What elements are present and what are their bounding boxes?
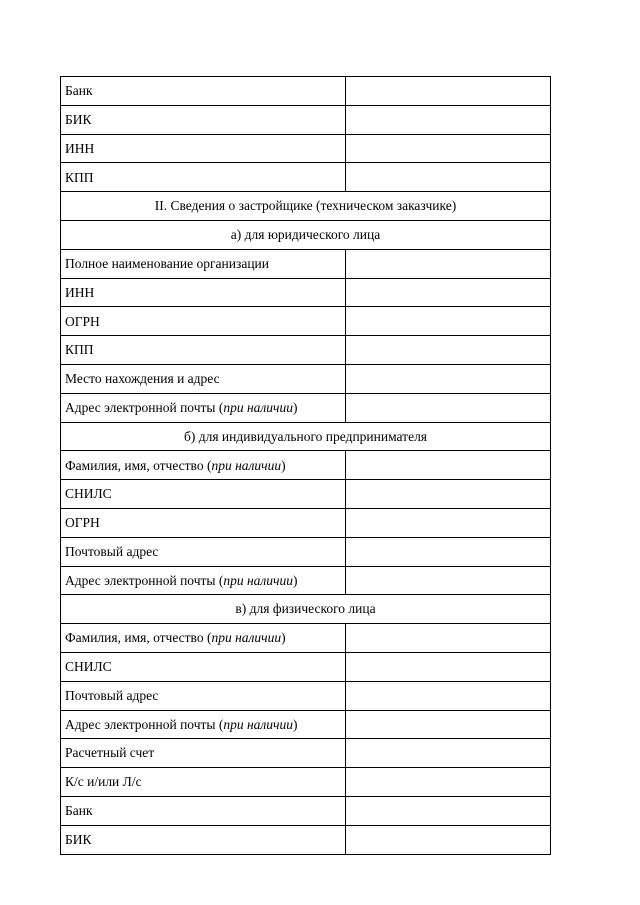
field-label-note: при наличии [223,399,293,415]
field-label [61,393,346,422]
section-heading: б) для индивидуального предпринимателя [61,422,551,451]
field-value-cell[interactable] [346,77,551,106]
field-label-text: Почтовый адрес [65,543,159,559]
form-table-body [61,77,551,855]
field-label-suffix: ) [293,716,298,732]
field-value-cell[interactable] [346,825,551,854]
field-label-text: СНИЛС [65,486,112,502]
field-label-text: Адрес электронной почты ( [65,572,224,588]
form-row [61,739,551,768]
field-label-text: Банк [65,83,93,99]
field-value-cell[interactable] [346,710,551,739]
form-row [61,768,551,797]
form-row [61,307,551,336]
field-label [61,796,346,825]
field-label [61,537,346,566]
field-value-cell[interactable] [346,134,551,163]
section-heading-row [61,220,551,249]
form-row [61,393,551,422]
field-label-text: Расчетный счет [65,745,155,761]
field-label [61,77,346,106]
field-label [61,739,346,768]
field-label-text: Фамилия, имя, отчество ( [65,630,212,646]
field-label-text: БИК [65,831,92,847]
field-value-cell[interactable] [346,681,551,710]
field-label-text: Адрес электронной почты ( [65,399,224,415]
field-label-text: Место нахождения и адрес [65,371,220,387]
field-label [61,508,346,537]
field-value-cell[interactable] [346,249,551,278]
form-row [61,710,551,739]
field-label-text: КПП [65,169,94,185]
field-label-text: ОГРН [65,515,100,531]
form-row [61,537,551,566]
field-value-cell[interactable] [346,537,551,566]
field-label-text: Полное наименование организации [65,255,269,271]
field-value-cell[interactable] [346,364,551,393]
field-label [61,768,346,797]
field-value-cell[interactable] [346,105,551,134]
form-row [61,624,551,653]
form-row [61,652,551,681]
form-row [61,278,551,307]
field-label-suffix: ) [281,630,286,646]
form-row [61,364,551,393]
field-value-cell[interactable] [346,393,551,422]
section-heading: II. Сведения о застройщике (техническом заказчике) [61,192,551,221]
field-label-text: Фамилия, имя, отчество ( [65,457,212,473]
field-label-text: Почтовый адрес [65,687,159,703]
field-value-cell[interactable] [346,796,551,825]
form-row [61,480,551,509]
form-row [61,77,551,106]
field-label-suffix: ) [281,457,286,473]
form-row [61,508,551,537]
section-heading: в) для физического лица [61,595,551,624]
form-row [61,336,551,365]
field-label [61,681,346,710]
field-value-cell[interactable] [346,163,551,192]
field-label-text: ИНН [65,284,95,300]
field-label-suffix: ) [293,572,298,588]
form-row [61,451,551,480]
field-value-cell[interactable] [346,652,551,681]
form-row [61,681,551,710]
form-row [61,249,551,278]
section-heading-row [61,192,551,221]
field-label-note: при наличии [223,716,293,732]
field-label [61,249,346,278]
field-value-cell[interactable] [346,508,551,537]
field-value-cell[interactable] [346,624,551,653]
field-value-cell[interactable] [346,278,551,307]
field-label-text: БИК [65,111,92,127]
form-row [61,163,551,192]
form-row [61,105,551,134]
field-label-text: Банк [65,803,93,819]
field-value-cell[interactable] [346,336,551,365]
form-row [61,796,551,825]
field-label-text: ИНН [65,140,95,156]
field-label [61,624,346,653]
form-row [61,134,551,163]
field-label-text: К/с и/или Л/с [65,774,142,790]
field-label [61,566,346,595]
field-value-cell[interactable] [346,768,551,797]
field-label [61,710,346,739]
field-label [61,451,346,480]
field-label [61,307,346,336]
form-row [61,825,551,854]
section-heading-row [61,422,551,451]
field-value-cell[interactable] [346,480,551,509]
field-value-cell[interactable] [346,451,551,480]
field-value-cell[interactable] [346,739,551,768]
field-label-text: СНИЛС [65,659,112,675]
field-label [61,480,346,509]
applicant-details-table [60,76,551,855]
field-label-note: при наличии [211,457,282,473]
section-heading-row [61,595,551,624]
field-label-note: при наличии [223,572,293,588]
field-label-note: при наличии [211,630,282,646]
field-label [61,364,346,393]
form-row [61,566,551,595]
field-label-suffix: ) [293,399,298,415]
field-label-text: Адрес электронной почты ( [65,716,224,732]
field-value-cell[interactable] [346,566,551,595]
field-label [61,163,346,192]
field-label [61,652,346,681]
field-label [61,825,346,854]
field-label [61,105,346,134]
section-heading: а) для юридического лица [61,220,551,249]
field-label [61,336,346,365]
field-label-text: ОГРН [65,313,100,329]
field-label [61,278,346,307]
field-label-text: КПП [65,342,94,358]
field-value-cell[interactable] [346,307,551,336]
field-label [61,134,346,163]
